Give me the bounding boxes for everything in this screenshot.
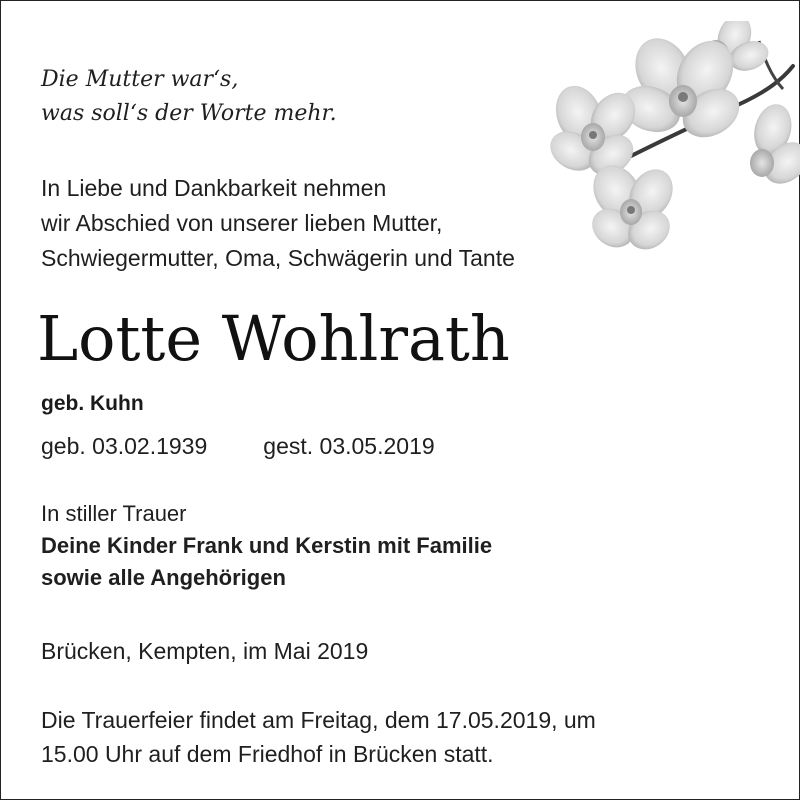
mourning-intro: In stiller Trauer [41, 501, 187, 526]
death-date: gest. 03.05.2019 [263, 433, 435, 459]
intro-line-2: wir Abschied von unserer lieben Mutter, [41, 210, 443, 236]
place-and-date: Brücken, Kempten, im Mai 2019 [41, 638, 369, 664]
funeral-line-2: 15.00 Uhr auf dem Friedhof in Brücken statt. [41, 741, 494, 767]
mourners-block [41, 498, 492, 594]
farewell-intro [41, 171, 515, 276]
mourners-line-2: sowie alle Angehörigen [41, 565, 286, 590]
quote-line-2: was soll‘s der Worte mehr. [41, 101, 337, 126]
intro-line-1: In Liebe und Dankbarkeit nehmen [41, 175, 387, 201]
birth-date: geb. 03.02.1939 [41, 433, 208, 459]
quote-line-1: Die Mutter war‘s, [41, 67, 239, 92]
life-dates [41, 429, 435, 463]
funeral-line-1: Die Trauerfeier findet am Freitag, dem 17.05.2019, um [41, 707, 596, 733]
intro-line-3: Schwiegermutter, Oma, Schwägerin und Tante [41, 245, 515, 271]
mourners-line-1: Deine Kinder Frank und Kerstin mit Familie [41, 533, 493, 558]
opening-quote [41, 63, 337, 131]
deceased-name: Lotte Wohlrath [37, 302, 510, 375]
maiden-name: geb. Kuhn [41, 392, 144, 415]
orchid-icon [531, 21, 800, 261]
funeral-info [41, 703, 596, 771]
